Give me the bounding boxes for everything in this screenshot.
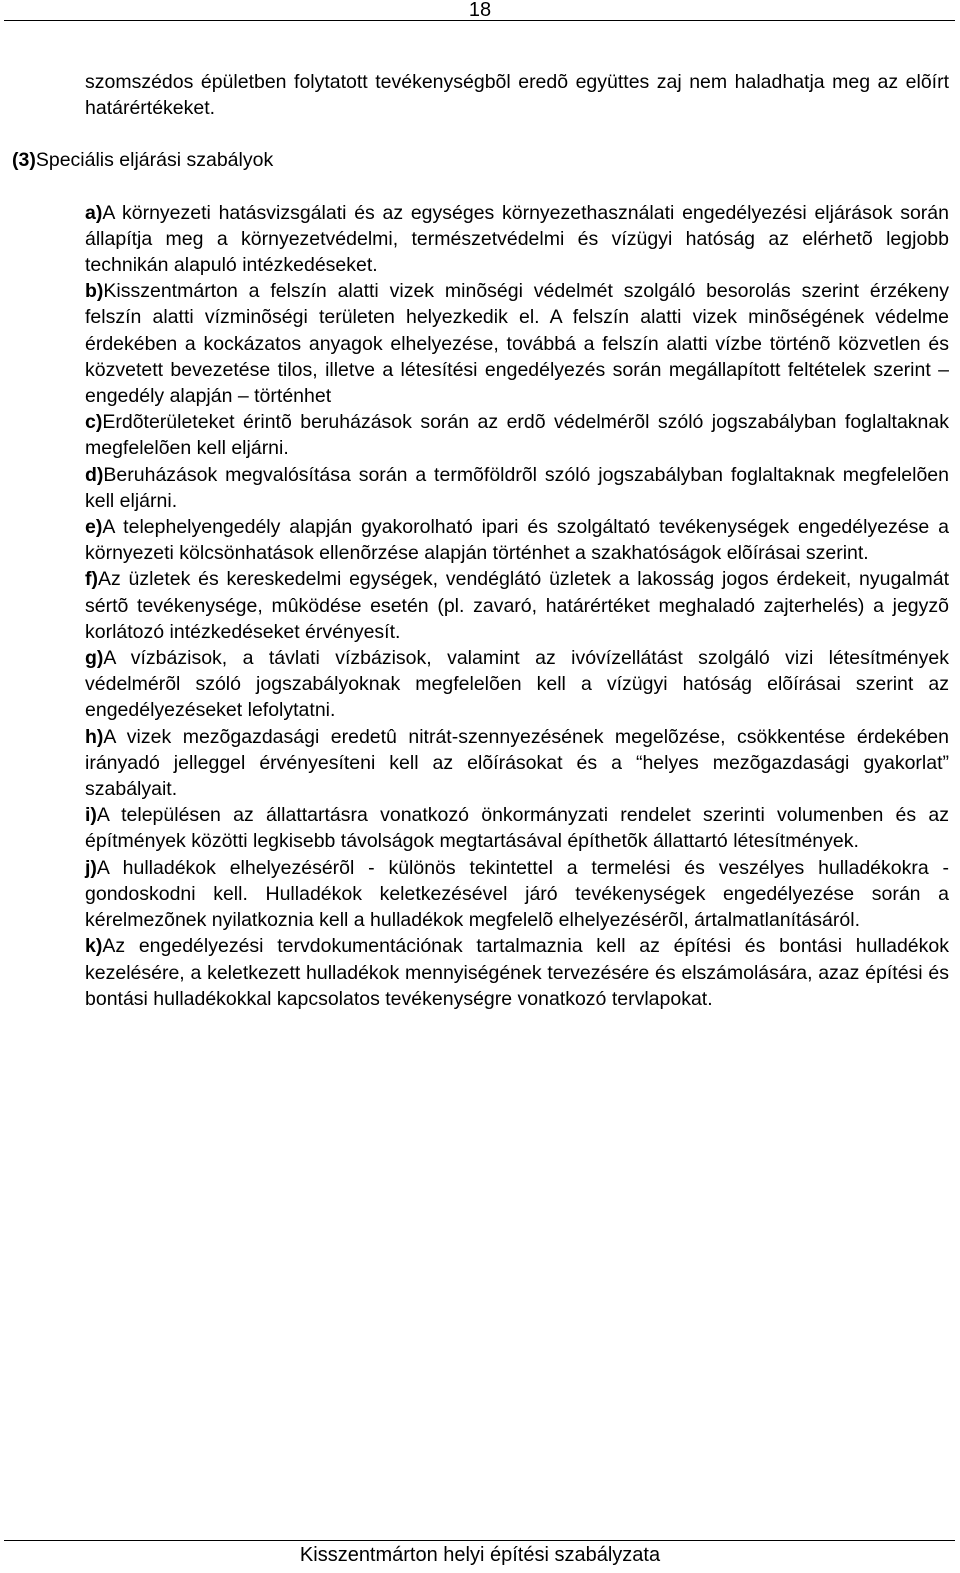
list-item [85,514,949,566]
list-item [85,802,949,854]
item-text: A vizek mezõgazdasági eredetû nitrát-szennyezésének megelõzése, csökkentése érdekében irányadó jelleggel érvényesíteni kell az elõírásokat és a “helyes mezõgazdasági gyakorlat” szabályait. [85,725,949,801]
list-item [85,933,949,1012]
item-text: Erdõterületeket érintõ beruházások során az erdõ védelmérõl szóló jogszabályban foglaltaknak megfelelõen kell eljárni. [85,411,949,460]
item-text: A hulladékok elhelyezésérõl - különös tekintettel a termelési és veszélyes hulladékokra - gondoskodni kell. Hulladékok keletkezésével járó tevékenységek engedélyezése során a kérelmezõnek nyilatkoznia kell a hulladékok megfelelõ elhelyezésérõl, ártalmatlanításáról. [85,856,949,932]
item-marker: b) [85,280,104,303]
item-list [85,200,949,1012]
list-item [85,566,949,645]
item-marker: k) [85,935,103,958]
intro-paragraph: szomszédos épületben folytatott tevékenységbõl eredõ együttes zaj nem haladhatja meg az elõírt határértékeket. [85,71,949,120]
list-item [85,855,949,934]
item-marker: j) [85,856,97,879]
item-marker: g) [85,647,104,670]
item-marker: e) [85,516,103,539]
footer-title: Kisszentmárton helyi építési szabályzata [299,1544,661,1566]
list-item [85,278,949,409]
item-text: Az üzletek és kereskedelmi egységek, vendéglátó üzletek a lakosság jogos érdekeit, nyugalmát sértõ tevékenysége, mûködése esetén (pl. zavaró, határértéket meghaladó zajterhelés) a jegyzõ korlátozó intézkedéseket érvényesít. [85,568,949,643]
document-body [12,69,949,1012]
list-item [85,462,949,514]
item-text: Beruházások megvalósítása során a termõföldrõl szóló jogszabályban foglaltaknak megfelelõen kell eljárni. [85,463,949,512]
section-number: (3) [12,149,36,172]
item-text: A telephelyengedély alapján gyakorolható ipari és szolgáltató tevékenységek engedélyezése a környezeti kölcsönhatások ellenõrzése alapján történhet a szakhatóságok elõírásai szerint. [85,516,949,565]
item-marker: c) [85,411,103,434]
item-marker: f) [85,568,98,591]
item-text: A településen az állattartásra vonatkozó önkormányzati rendelet szerinti volumenben és az építmények közötti legkisebb távolságok megtartásával építhetõk állattartó létesítmények. [85,804,949,853]
item-marker: h) [85,725,104,748]
list-item [85,200,949,279]
section-title: Speciális eljárási szabályok [35,149,274,172]
item-text: Az engedélyezési tervdokumentációnak tartalmaznia kell az építési és bontási hulladékok kezelésére, a keletkezett hulladékok mennyiségének tervezésére és elszámolására, azaz építési és bontási hulladékokkal kapcsolatos tevékenységre vonatkozó tervlapokat. [85,935,949,1010]
item-marker: a) [85,201,103,224]
item-marker: d) [85,463,104,486]
list-item [85,724,949,803]
item-text: A környezeti hatásvizsgálati és az egységes környezethasználati engedélyezési eljárások során állapítja meg a környezetvédelmi, természetvédelmi és vízügyi hatóság az elérhetõ legjobb technikán alapuló intézkedéseket. [85,201,949,277]
item-text: Kisszentmárton a felszín alatti vizek minõségi védelmét szolgáló besorolás szerint érzékeny felszín alatti vízminõségi területen helyezkedik el. A felszín alatti vizek minõségének védelme érdekében a kockázatos anyagok elhelyezése, továbbá a felszín alatti vízbe történõ közvetlen és közvetett bevezetése tilos, illetve a létesítési engedélyezés során megállapított feltételek szerint – engedély alapján – történhet [85,280,949,408]
header-rule [4,20,955,21]
item-marker: i) [85,804,97,827]
list-item [85,409,949,461]
section-heading [12,147,949,173]
item-text: A vízbázisok, a távlati vízbázisok, valamint az ivóvízellátást szolgáló vizi létesítmények védelmérõl szóló jogszabályoknak megfelelõen kell a vízügyi hatóság elõírásai szerint az engedélyezéseket lefolytatni. [85,647,949,722]
footer-rule [4,1540,955,1541]
list-item [85,645,949,724]
page-number: 18 [468,0,492,21]
